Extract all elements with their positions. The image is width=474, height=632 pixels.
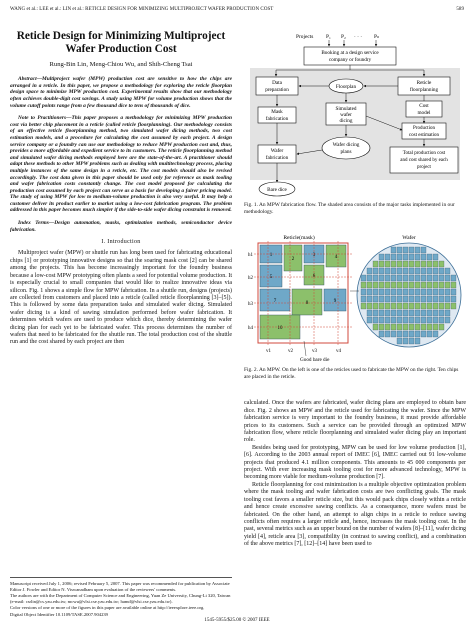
wafer-die <box>385 331 390 337</box>
wafer-die <box>379 310 384 316</box>
wafer-die <box>421 303 426 309</box>
intro-paragraph-2: calculated. Once the wafers are fabricated, wafer dicing plans are employed to obtain bare dice. Fig. 2 shows an MPW and the reticle used for fabricating the wafer. Since the MPW fabrication service is very important to the foundry business, it must provide affordable prices to its customers. Such a service can be provided through an optimized MPW fabrication flow, where reticle floorplanning and simulated wafer dicing play an important role. <box>244 400 466 444</box>
wafer-die <box>391 275 396 281</box>
wafer-die <box>361 303 366 309</box>
wafer-die <box>379 261 384 267</box>
reticle-chip-label: 6 <box>312 274 316 280</box>
wafer-die <box>373 310 378 316</box>
wafer-die <box>391 303 396 309</box>
wafer-die <box>421 289 426 295</box>
wafer-die <box>451 282 456 288</box>
wafer-die <box>451 289 456 295</box>
wafer-die <box>397 296 402 302</box>
wafer-die <box>403 261 408 267</box>
wafer-die <box>427 317 432 323</box>
wafer-die <box>427 310 432 316</box>
svg-text:Total production cost: Total production cost <box>402 151 446 156</box>
wafer-die <box>397 303 402 309</box>
wafer-die <box>451 275 456 281</box>
terms-label: Index Terms— <box>18 220 55 227</box>
wafer-die <box>433 261 438 267</box>
svg-text:Wafer dicing: Wafer dicing <box>332 142 360 148</box>
wafer-die <box>433 289 438 295</box>
wafer-die <box>421 331 426 337</box>
reticle-chip-label: 3 <box>312 253 316 259</box>
svg-text:fabrication: fabrication <box>265 116 289 122</box>
wafer-die <box>421 247 426 253</box>
wafer-die <box>391 324 396 330</box>
wafer-die <box>373 303 378 309</box>
wafer-die <box>385 282 390 288</box>
wafer-die <box>433 275 438 281</box>
wafer-die <box>361 282 366 288</box>
projects-label: Projects <box>296 34 314 40</box>
wafer-die <box>391 331 396 337</box>
wafer-die <box>379 268 384 274</box>
wafer-die <box>367 282 372 288</box>
wafer-die <box>409 338 414 344</box>
v-label-1: v1 <box>266 349 271 355</box>
note-label: Note to Practitioners— <box>18 115 72 122</box>
wafer-die <box>385 324 390 330</box>
wafer-die <box>409 324 414 330</box>
wafer-die <box>403 275 408 281</box>
wafer-die <box>415 296 420 302</box>
wafer-die <box>367 317 372 323</box>
h-label-3: h3 <box>248 302 253 308</box>
reticle-chip-label: 4 <box>334 255 338 261</box>
wafer-die <box>445 289 450 295</box>
intro-paragraph-4: Reticle floorplanning for cost minimization is a multiple objective optimization problem where the mask tooling and wafer fabrication costs are two conflicting goals. The mask tooling cost favors a smaller reticle size, but this would pack chips closely within a reticle and hence create excessive sawing conflicts. As a consequence, more wafers must be fabricated. On the other hand, an attempt to align chips in a reticle to reduce sawing conflicts often requires a larger reticle and, hence, increases the mask tooling cost. In the past, several metrics such as an upper bound on the number of wafers [8]–[11], wafer dicing yield [4], reticle area [3], compatibility (in contrast to sawing conflict), and a combination of the above metrics [7], [12]–[14] have been used to <box>244 481 466 548</box>
wafer-die <box>433 296 438 302</box>
wafer-die <box>379 296 384 302</box>
wafer-die <box>427 303 432 309</box>
wafer-die <box>433 254 438 260</box>
wafer-die <box>397 317 402 323</box>
wafer-die <box>379 331 384 337</box>
wafer-die <box>361 275 366 281</box>
wafer-die <box>367 303 372 309</box>
wafer-die <box>397 282 402 288</box>
figure-2-mpw <box>244 231 466 397</box>
reticle-chip-label: 8 <box>305 301 309 307</box>
wafer-die <box>385 254 390 260</box>
intro-paragraph-1: Multiproject wafer (MPW) or shuttle run has long been used for fabricating educational chips [1] or prototyping innovative designs so that the soaring mask cost [2] can be shared among the projects. This has become increasingly important for the foundry business because a low-cost MPW prototyping often plants a seed for potential volume production. It is especially crucial to small companies that would like to realize innovative ideas via silicon. Fig. 1 shows a simple flow for MPW fabrication. In a shuttle run, designs (projects) are collected from customers and placed into a reticle (called reticle floorplanning [3]–[5]). This is followed by some data preparation tasks and simulated wafer dicing. Simulated wafer dicing is a kind of sawing simulation performed before wafer fabrication. It determines which wafers are used to produce which dice, thereby determining the wafer dicing plan for each yet to be fabricated wafer. This process determines the number of wafers that need to be fabricated for the shuttle run. The total production cost of the shuttle run and the cost shared by each project are then <box>10 250 232 346</box>
wafer-die <box>379 275 384 281</box>
wafer-die <box>415 275 420 281</box>
wafer-die <box>451 296 456 302</box>
wafer-die <box>379 289 384 295</box>
wafer-die <box>421 282 426 288</box>
wafer-die <box>397 331 402 337</box>
wafer-die <box>439 317 444 323</box>
wafer-die <box>409 261 414 267</box>
wafer-die <box>427 282 432 288</box>
wafer-die <box>367 310 372 316</box>
svg-text:Mask: Mask <box>271 109 283 115</box>
wafer-die <box>415 324 420 330</box>
wafer-die <box>415 338 420 344</box>
wafer-die <box>361 289 366 295</box>
wafer-die <box>403 254 408 260</box>
wafer-die <box>409 282 414 288</box>
wafer-die <box>409 331 414 337</box>
wafer-die <box>427 275 432 281</box>
wafer-die <box>439 275 444 281</box>
wafer-die <box>409 289 414 295</box>
wafer-die <box>391 310 396 316</box>
wafer-die <box>373 275 378 281</box>
project-dots: · · · <box>354 34 363 40</box>
wafer-die <box>397 310 402 316</box>
wafer-label: Wafer <box>402 235 416 242</box>
svg-text:dicing: dicing <box>339 118 353 124</box>
floorplan-label: Floorplan <box>335 84 357 90</box>
svg-text:plans: plans <box>340 149 352 155</box>
wafer-die <box>397 268 402 274</box>
wafer-die <box>439 282 444 288</box>
wafer-die <box>403 317 408 323</box>
svg-text:project: project <box>417 165 431 170</box>
wafer-die <box>403 331 408 337</box>
wafer-die <box>373 261 378 267</box>
wafer-die <box>445 268 450 274</box>
wafer-die <box>391 289 396 295</box>
wafer-die <box>415 247 420 253</box>
h-label-1: h1 <box>248 253 253 259</box>
wafer-die <box>427 254 432 260</box>
wafer-die <box>367 296 372 302</box>
svg-text:fabrication: fabrication <box>265 155 289 161</box>
wafer-die <box>385 310 390 316</box>
abstract-block <box>10 76 232 233</box>
wafer-die <box>385 296 390 302</box>
wafer-die <box>421 324 426 330</box>
figure-2-caption: Fig. 2. An MPW. On the left is one of the reticles used to fabricate the MPW on the right. Ten chips are placed in the reticle. <box>244 367 459 380</box>
wafer-die <box>445 296 450 302</box>
svg-text:Simulated: Simulated <box>335 106 357 112</box>
wafer-die <box>397 289 402 295</box>
wafer-die <box>409 268 414 274</box>
wafer-die <box>421 275 426 281</box>
wafer-die <box>415 331 420 337</box>
h-label-4: h4 <box>248 326 253 332</box>
wafer-die <box>415 254 420 260</box>
footnote-3: Color versions of one or more of the figures in this paper are available online at http://ieeexplore.ieee.org. <box>10 605 205 611</box>
wafer-die <box>391 261 396 267</box>
wafer-die <box>373 282 378 288</box>
svg-text:wafer: wafer <box>340 112 352 118</box>
v-label-2: v2 <box>288 349 293 355</box>
wafer-die <box>415 282 420 288</box>
wafer-die <box>391 247 396 253</box>
note-to-practitioners <box>10 115 232 214</box>
wafer-die <box>385 261 390 267</box>
wafer-die <box>373 268 378 274</box>
wafer-die <box>409 275 414 281</box>
wafer-die <box>433 331 438 337</box>
figure-1-caption: Fig. 1. An MPW fabrication flow. The shaded area consists of the major tasks implemented in our methodology. <box>244 202 455 215</box>
left-column <box>10 30 232 347</box>
wafer-die <box>421 310 426 316</box>
project-pn: Pₙ <box>374 34 380 40</box>
h-label-2: h2 <box>248 276 253 282</box>
wafer-die <box>445 317 450 323</box>
wafer-die <box>409 254 414 260</box>
wafer-die <box>385 275 390 281</box>
reticle-label: Reticle(mask) <box>283 235 315 242</box>
page-number: 589 <box>456 7 464 12</box>
running-header-text: WANG et al.: LEE et al.: LIN et al.: RETICLE DESIGN FOR MINIMIZING MULTIPROJECT WAFER PRODUCTION COST <box>10 7 274 12</box>
svg-text:model: model <box>417 110 431 116</box>
figure-1-flowchart <box>244 30 466 228</box>
svg-text:Production: Production <box>413 126 435 131</box>
wafer-die <box>403 268 408 274</box>
wafer-die <box>385 268 390 274</box>
wafer-die <box>397 247 402 253</box>
wafer-die <box>421 268 426 274</box>
wafer-die <box>415 289 420 295</box>
wafer-die <box>439 289 444 295</box>
wafer-die <box>439 296 444 302</box>
wafer-die <box>403 303 408 309</box>
wafer-die <box>361 296 366 302</box>
wafer-die <box>397 338 402 344</box>
abstract-text: Multiproject wafer (MPW) production cost are sensitive to how the chips are arranged in a reticle. In this paper, we propose a methodology for exploring the reticle floorplan design space to minimize MPW production cost. Experimental results show that our methodology often achieves double-digit cost savings. A study using MPW for volume production shows that the volume cutoff points range from a few thousand dice to tens of thousands of dice. <box>10 76 232 109</box>
svg-text:Wafer: Wafer <box>270 148 284 154</box>
wafer-die <box>397 261 402 267</box>
wafer-die <box>409 247 414 253</box>
footnotes <box>10 577 232 619</box>
footnote-4: Digital Object Identifier 10.1109/TASE.2007.904239 <box>10 611 108 617</box>
svg-text:and cost shared by each: and cost shared by each <box>400 158 448 163</box>
wafer-die <box>451 303 456 309</box>
wafer-die <box>403 324 408 330</box>
project-p1: P₁ <box>326 34 331 40</box>
wafer-die <box>439 310 444 316</box>
wafer-die <box>409 296 414 302</box>
reticle-chip-label: 2 <box>291 257 295 263</box>
wafer-die <box>373 296 378 302</box>
wafer-die <box>397 254 402 260</box>
wafer-die <box>445 310 450 316</box>
dicing-plans-ellipse <box>322 137 370 159</box>
footnote-2: The authors are with the Department of Computer Science and Engineering, Yuan Ze University, Chung-Li 320, Taiwan (e-mail: csrlin@cs.yzu.edu.tw; mcwu@vlsi.cse.yzu.edu.tw; hamd@vlsi.cse.yzu.edu.tw). <box>10 593 231 604</box>
v-label-4: v4 <box>336 349 341 355</box>
paper-title: Reticle Design for Minimizing Multiproject Wafer Production Cost <box>16 30 226 55</box>
wafer-die <box>367 268 372 274</box>
wafer-die <box>427 289 432 295</box>
wafer-die <box>391 268 396 274</box>
wafer-die <box>391 282 396 288</box>
wafer-die <box>415 268 420 274</box>
wafer-die <box>379 254 384 260</box>
wafer-die <box>415 317 420 323</box>
intro-left <box>10 250 232 346</box>
running-header <box>10 7 464 16</box>
wafer-die <box>427 331 432 337</box>
wafer-die <box>445 275 450 281</box>
wafer-die <box>391 317 396 323</box>
wafer-die <box>421 296 426 302</box>
wafer-die <box>427 296 432 302</box>
wafer-die <box>439 303 444 309</box>
wafer-die <box>421 254 426 260</box>
svg-text:preparation: preparation <box>265 87 289 93</box>
section-heading: I. Introduction <box>101 239 141 246</box>
wafer-die <box>397 275 402 281</box>
wafer-die <box>433 268 438 274</box>
wafer-die <box>403 338 408 344</box>
note-text: This paper proposes a methodology for minimizing MPW production cost via better chip placement in a reticle (called reticle floorplanning). Our methodology consists of an effective reticle floorplanning method, two simulated wafer dicing methods, two cost estimation models, and a procedure for calculating the cost assumed by each project. A design service company or a foundry can use our methodology to reduce MPW production cost and, thus, provides a more affordable and expedient service to its customers. The reticle floorplanning method and simulated wafer dicing methods employed here are the state-of-the-art. A practitioner should adapt these methods to other MPW problems such as dealing with multitechnology process, placing multiple instances of the same design in a reticle, etc. The cost models should also be revised accordingly. The cost data given in this paper should be used only for reference as mask tooling and wafer fabrication costs constantly change. The cost model proposed for calculating the production cost assumed by each project can serve as a basis for developing a fairer pricing model. The study of using MPW for low to medium-volume production is also very useful. It may help a customer deliver its product earlier to market using a low-cost fabrication program. The problem addressed in this paper becomes much simpler if the side-to-side wafer dicing constraint is removed. <box>10 115 233 214</box>
terms-text: Design automation, masks, optimization methods, semiconductor device fabrication. <box>10 220 232 233</box>
wafer-die <box>385 317 390 323</box>
svg-text:floorplanning: floorplanning <box>409 87 439 93</box>
wafer-die <box>415 310 420 316</box>
wafer-die <box>445 282 450 288</box>
wafer-die <box>403 296 408 302</box>
right-column <box>244 30 466 549</box>
wafer-die <box>379 324 384 330</box>
wafer-die <box>409 317 414 323</box>
wafer-die <box>403 310 408 316</box>
wafer-die <box>379 303 384 309</box>
good-die-label: Good bare die <box>300 357 330 364</box>
svg-text:Reticle: Reticle <box>416 80 432 86</box>
svg-text:company or foundry: company or foundry <box>328 57 372 63</box>
reticle-chip-label: 1 <box>269 253 273 259</box>
wafer-die <box>421 317 426 323</box>
wafer-die <box>391 254 396 260</box>
wafer-die <box>367 275 372 281</box>
abstract-label: Abstract— <box>18 76 42 83</box>
svg-text:Data: Data <box>272 80 282 86</box>
project-p2: P₂ <box>341 34 346 40</box>
copyright-line: 1545-5955/$25.00 © 2007 IEEE <box>204 618 270 623</box>
wafer-die <box>439 324 444 330</box>
footnote-1: Manuscript received July 1, 2006; revised February 5, 2007. This paper was recommended for publication by Associate Editor J. Fowler and Editor N. Viswanadham upon evaluation of the reviewers' comments. <box>10 581 230 592</box>
wafer-die <box>385 303 390 309</box>
svg-text:Cost: Cost <box>419 103 429 109</box>
wafer-die <box>421 261 426 267</box>
wafer-die <box>379 317 384 323</box>
wafer-die <box>427 268 432 274</box>
wafer-die <box>373 289 378 295</box>
intro-right <box>244 400 466 548</box>
wafer-die <box>445 303 450 309</box>
wafer-die <box>373 324 378 330</box>
bare-dice-label: Bare dice <box>267 187 287 193</box>
wafer-die <box>433 310 438 316</box>
wafer-die <box>439 261 444 267</box>
wafer-die <box>415 261 420 267</box>
wafer-die <box>433 324 438 330</box>
wafer-die <box>427 261 432 267</box>
wafer-die <box>427 324 432 330</box>
wafer-die <box>409 303 414 309</box>
wafer-die <box>433 282 438 288</box>
reticle-chip-label: 9 <box>333 299 337 305</box>
wafer-die <box>433 303 438 309</box>
wafer-die <box>373 317 378 323</box>
wafer-die <box>391 296 396 302</box>
wafer-die <box>367 289 372 295</box>
v-label-3: v3 <box>312 349 317 355</box>
wafer-die <box>439 268 444 274</box>
wafer-die <box>385 289 390 295</box>
wafer-die <box>409 310 414 316</box>
wafer-die <box>415 303 420 309</box>
wafer-die <box>379 282 384 288</box>
wafer-die <box>433 317 438 323</box>
reticle-chip-label: 7 <box>273 299 277 305</box>
abstract <box>10 76 232 109</box>
reticle-chip-label: 5 <box>269 275 273 281</box>
intro-paragraph-3: Besides being used for prototyping, MPW can be used for low volume production [1], [6]. According to the 2003 annual report of IMEC [6], IMEC carried out 91 low-volume projects that produced 4.1 million components. This amounts to 45 000 components per project. With ever increasing mask tooling cost for more advanced technology, MPW is becoming more viable for medium-volume production [7]. <box>244 444 466 481</box>
booking-label: Booking at a design service <box>321 50 379 56</box>
paper-authors: Rung-Bin Lin, Meng-Chiou Wu, and Shih-Cheng Tsai <box>49 61 193 68</box>
wafer-die <box>403 289 408 295</box>
svg-text:cost estimation: cost estimation <box>408 133 440 138</box>
wafer-die <box>397 324 402 330</box>
index-terms <box>10 220 232 233</box>
wafer-die <box>403 247 408 253</box>
reticle-chip-label: 10 <box>277 326 283 332</box>
wafer-die <box>403 282 408 288</box>
